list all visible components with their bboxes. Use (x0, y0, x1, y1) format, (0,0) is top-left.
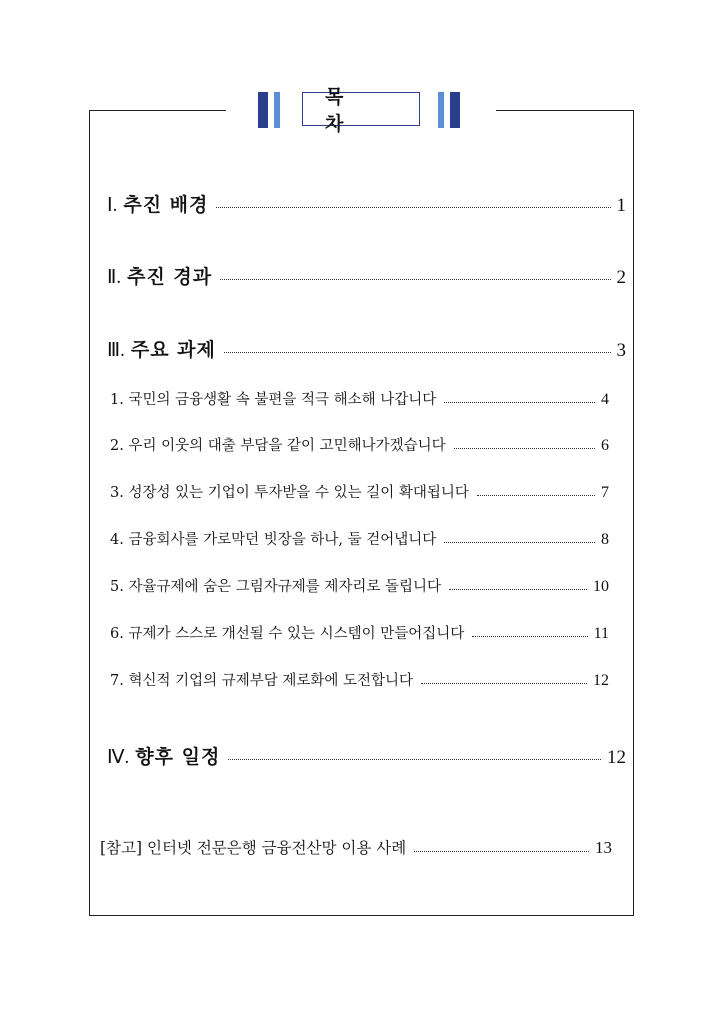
page-number: 1 (616, 195, 626, 216)
title-decoration-bar (438, 92, 444, 128)
toc-section-1[interactable] (107, 190, 626, 217)
dot-leader (454, 448, 595, 449)
task-title: 6. 규제가 스스로 개선될 수 있는 시스템이 만들어집니다 (110, 626, 465, 642)
dot-leader (421, 683, 587, 684)
page-number: 2 (616, 267, 626, 288)
toc-frame (89, 110, 634, 916)
toc-task-5[interactable] (110, 575, 609, 596)
task-title: 7. 혁신적 기업의 규제부담 제로화에 도전합니다 (110, 673, 414, 689)
title-decoration-bar (274, 92, 280, 128)
page-number: 4 (601, 391, 609, 408)
dot-leader (216, 207, 610, 208)
page-number: 12 (593, 672, 609, 689)
page-number: 7 (601, 484, 609, 501)
page-number: 3 (616, 340, 626, 361)
section-number: Ⅳ. (107, 747, 130, 768)
toc-section-2[interactable] (107, 262, 626, 289)
section-title: 주요 과제 (130, 339, 216, 361)
section-title: 추진 배경 (123, 194, 209, 216)
section-title: 향후 일정 (135, 746, 221, 768)
toc-task-6[interactable] (110, 622, 609, 643)
page-number: 8 (601, 531, 609, 548)
dot-leader (449, 589, 587, 590)
section-number: Ⅰ. (107, 195, 118, 216)
toc-task-7[interactable] (110, 669, 609, 690)
dot-leader (228, 759, 601, 760)
toc-task-4[interactable] (110, 528, 609, 549)
dot-leader (414, 851, 589, 852)
section-number: Ⅱ. (107, 267, 122, 288)
title-bar (226, 86, 496, 135)
dot-leader (444, 402, 595, 403)
task-title: 1. 국민의 금융생활 속 불편을 적극 해소해 나갑니다 (110, 392, 437, 408)
reference-title: [참고] 인터넷 전문은행 금융전산망 이용 사례 (100, 839, 407, 857)
toc-task-1[interactable] (110, 388, 609, 409)
title-decoration-bar (450, 92, 460, 128)
page-number: 10 (593, 578, 609, 595)
section-title: 추진 경과 (127, 266, 213, 288)
dot-leader (224, 352, 611, 353)
section-number: Ⅲ. (107, 340, 125, 361)
toc-reference[interactable] (100, 836, 612, 858)
dot-leader (477, 495, 595, 496)
title-decoration-bar (258, 92, 268, 128)
task-title: 3. 성장성 있는 기업이 투자받을 수 있는 길이 확대됩니다 (110, 485, 469, 501)
task-title: 2. 우리 이웃의 대출 부담을 같이 고민해나가겠습니다 (110, 438, 446, 454)
toc-task-2[interactable] (110, 434, 609, 455)
dot-leader (472, 636, 587, 637)
toc-section-3[interactable] (107, 335, 626, 362)
page-number: 11 (593, 625, 609, 642)
page-number: 13 (595, 838, 612, 857)
page-number: 6 (601, 437, 609, 454)
page-title: 목 차 (302, 92, 420, 126)
toc-task-3[interactable] (110, 481, 609, 502)
page-number: 12 (607, 747, 626, 768)
dot-leader (220, 279, 610, 280)
task-title: 5. 자율규제에 숨은 그림자규제를 제자리로 돌립니다 (110, 579, 442, 595)
toc-section-4[interactable] (107, 742, 626, 769)
task-title: 4. 금융회사를 가로막던 빗장을 하나, 둘 걷어냅니다 (110, 532, 437, 548)
dot-leader (444, 542, 595, 543)
